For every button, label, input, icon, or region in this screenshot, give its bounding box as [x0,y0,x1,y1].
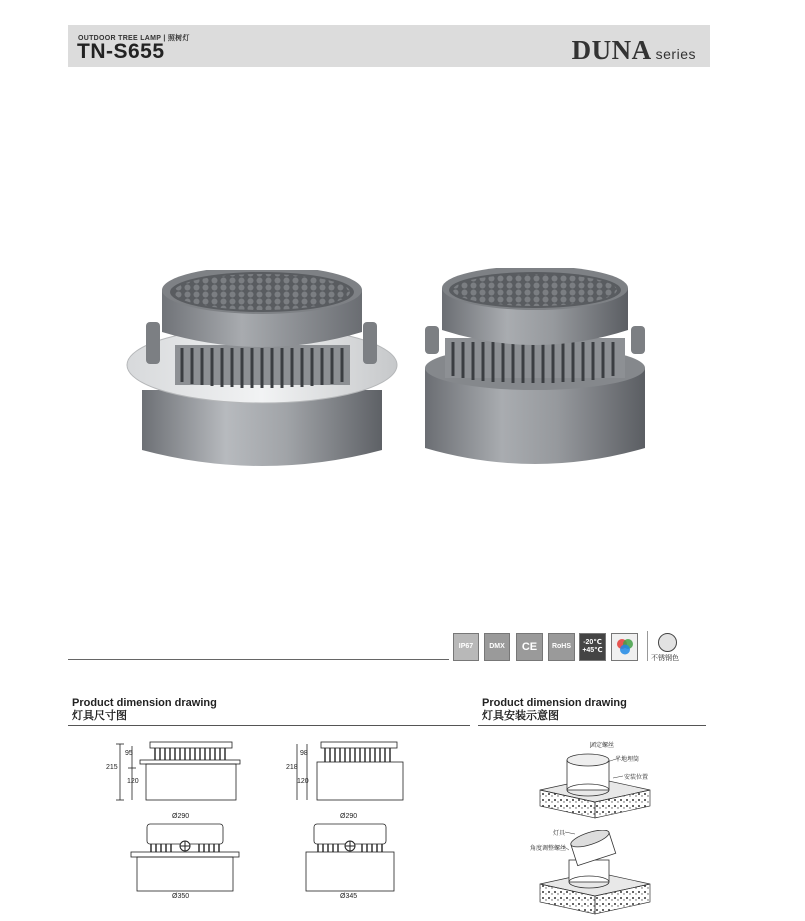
drawing-b-side [295,738,415,808]
drawing-a-front [125,822,245,894]
brand-title [572,35,696,66]
drawing-b-front [300,822,400,894]
section-divider [68,659,449,660]
install-label-sleeve: 半地埋筒 [615,757,640,763]
drawing-a-total-height: 215 [106,764,118,771]
drawing-a-side [110,738,250,808]
install-label-lamp: 灯具 [553,831,566,837]
drawing-b-top-height: 98 [300,750,308,757]
install-title-en: Product dimension drawing [482,697,627,709]
ce-label: CE [521,641,538,653]
drawing-b-bottom-height: 120 [297,778,309,785]
brand-name: DUNA [571,35,652,65]
page-header [68,25,710,67]
install-label-fixing-screw: 固定螺丝 [590,743,615,749]
dimension-section-title [72,697,217,723]
dimension-section-line [68,725,470,726]
drawing-b-diameter-top: Ø290 [340,813,358,820]
ip67-icon [453,633,479,661]
rohs-label: RoHS [551,643,572,650]
drawing-a-diameter-bottom: Ø350 [172,893,190,900]
temp-max-label: +45℃ [582,647,603,654]
drawing-a-diameter-top: Ø290 [172,813,190,820]
cert-divider [647,631,648,661]
temperature-icon [579,633,606,661]
product-image-flange [120,270,410,480]
install-section-title [482,697,627,723]
dimension-title-en: Product dimension drawing [72,697,217,709]
rgb-circles-icon [615,637,635,657]
drawing-b-diameter-bottom: Ø345 [340,893,358,900]
rohs-icon [548,633,575,661]
temp-min-label: -20℃ [583,639,602,646]
product-image-sleeve [415,268,655,483]
finish-label: 不锈钢色 [651,655,679,662]
rgb-icon [611,633,638,661]
ce-icon [516,633,543,661]
install-label-position: 安装位置 [624,775,649,781]
drawing-b-total-height: 218 [286,764,298,771]
ip67-label: IP67 [458,643,474,650]
dimension-title-cn: 灯具尺寸图 [72,710,127,722]
drawing-a-bottom-height: 120 [127,778,139,785]
drawing-a-top-height: 95 [125,750,133,757]
product-model: TN-S655 [77,40,165,63]
install-title-cn: 灯具安装示意图 [482,710,559,722]
finish-swatch [658,633,677,652]
dmx-label: DMX [489,643,505,650]
install-label-angle-screw: 角度调整螺丝 [530,846,567,852]
install-section-line [478,725,706,726]
product-category: OUTDOOR TREE LAMP | 照树灯 [78,35,190,42]
dmx-icon [484,633,510,661]
brand-suffix: series [655,46,696,62]
